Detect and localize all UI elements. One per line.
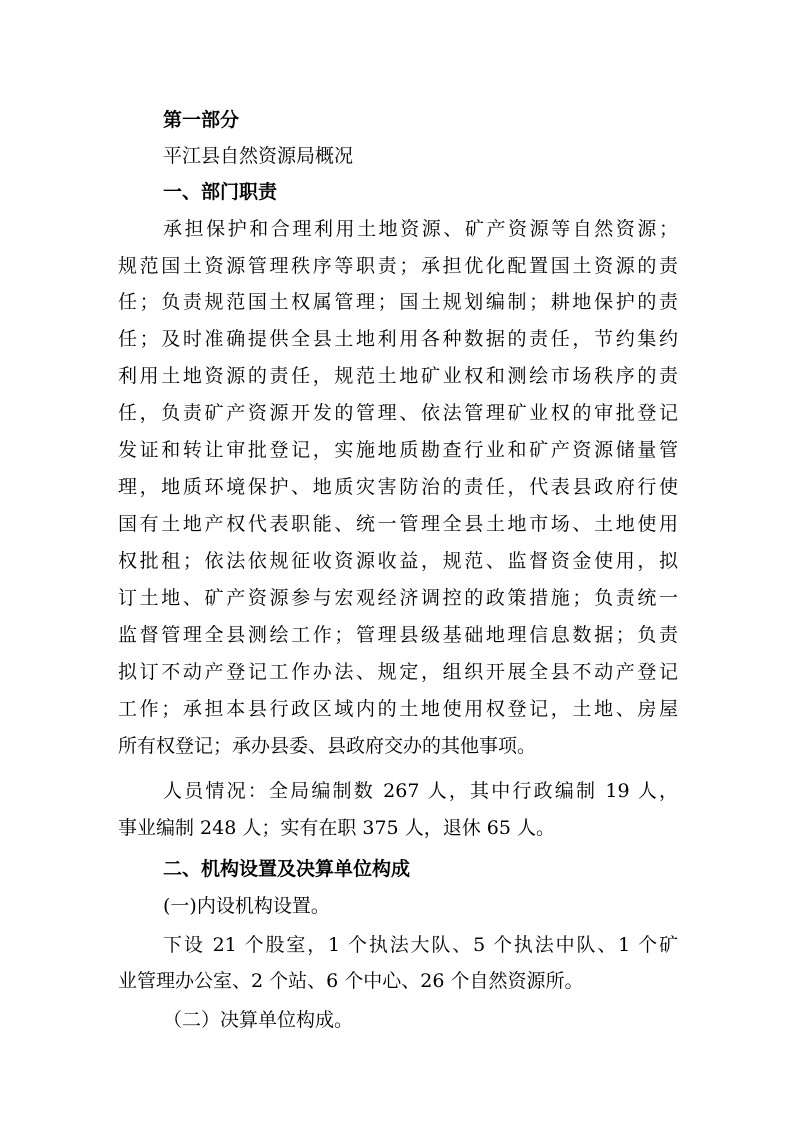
part-title: 第一部分 [163, 109, 240, 131]
paragraph-line: 权批租；依法依规征收资源收益，规范、监督资金使用，拟 [118, 550, 678, 572]
staffing-line: 事业编制 248 人；实有在职 375 人，退休 65 人。 [118, 817, 555, 839]
subsection-title-internal: (一)内设机构设置。 [163, 895, 330, 917]
paragraph-line: 所有权登记；承办县委、县政府交办的其他事项。 [118, 735, 537, 757]
paragraph-line: 理，地质环境保护、地质灾害防治的责任，代表县政府行使 [118, 476, 678, 498]
paragraph-line: 业管理办公室、2 个站、6 个中心、26 个自然资源所。 [118, 970, 584, 992]
org-title: 平江县自然资源局概况 [163, 145, 354, 167]
paragraph-line: 工作；承担本县行政区域内的土地使用权登记，土地、房屋 [118, 698, 678, 720]
paragraph-line: 承担保护和合理利用土地资源、矿产资源等自然资源； [163, 218, 678, 240]
paragraph-line: 利用土地资源的责任，规范土地矿业权和测绘市场秩序的责 [118, 365, 678, 387]
paragraph-line: 规范国土资源管理秩序等职责；承担优化配置国土资源的责 [118, 255, 678, 277]
paragraph-line: 任；及时准确提供全县土地利用各种数据的责任，节约集约 [118, 328, 678, 350]
staffing-line: 人员情况：全局编制数 267 人，其中行政编制 19 人， [163, 780, 678, 802]
subsection-title-units: （二）决算单位构成。 [163, 1009, 354, 1031]
paragraph-line: 发证和转让审批登记，实施地质勘查行业和矿产资源储量管 [118, 439, 678, 461]
paragraph-line: 订土地、矿产资源参与宏观经济调控的政策措施；负责统一 [118, 587, 678, 609]
paragraph-line: 任，负责矿产资源开发的管理、依法管理矿业权的审批登记 [118, 402, 678, 424]
paragraph-line: 国有土地产权代表职能、统一管理全县土地市场、土地使用 [118, 513, 678, 535]
paragraph-line: 拟订不动产登记工作办法、规定，组织开展全县不动产登记 [118, 661, 678, 683]
paragraph-line: 监督管理全县测绘工作；管理县级基础地理信息数据；负责 [118, 624, 678, 646]
paragraph-line: 任；负责规范国土权属管理；国土规划编制；耕地保护的责 [118, 291, 678, 313]
paragraph-line: 下设 21 个股室，1 个执法大队、5 个执法中队、1 个矿 [163, 934, 678, 956]
section-heading-structure: 二、机构设置及决算单位构成 [163, 858, 411, 880]
section-heading-duties: 一、部门职责 [163, 181, 278, 203]
